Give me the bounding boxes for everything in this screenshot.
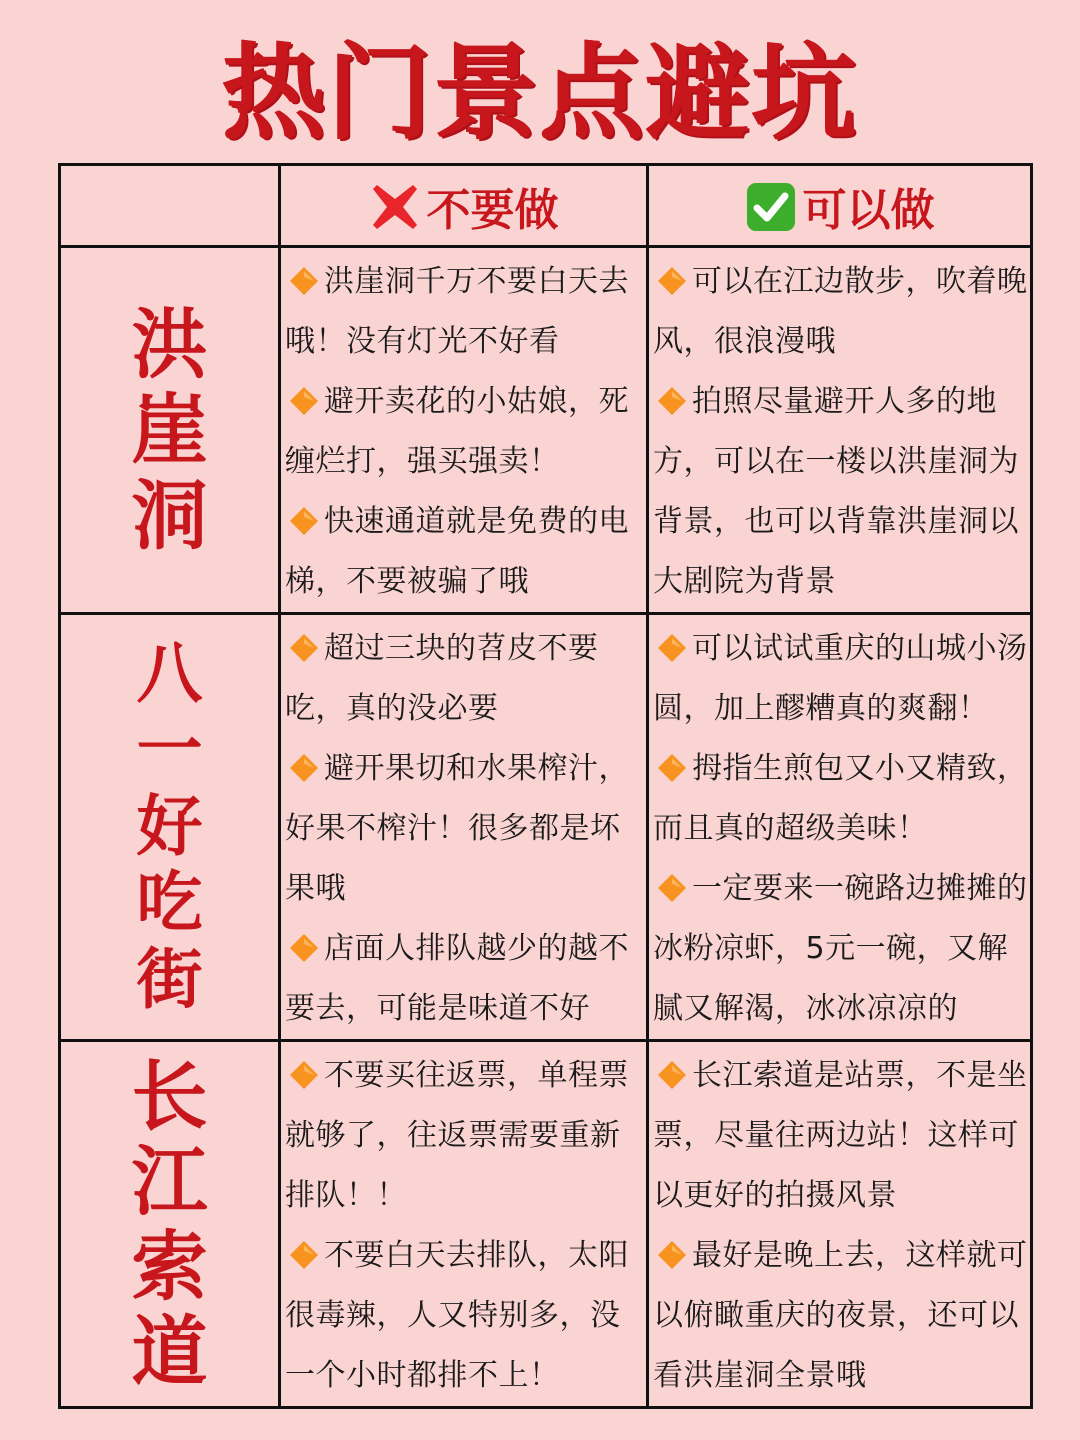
orange-diamond-icon bbox=[657, 753, 687, 783]
tip-item: 最好是晚上去，这样就可以俯瞰重庆的夜景，还可以看洪崖洞全景哦 bbox=[653, 1238, 1028, 1393]
orange-diamond-icon bbox=[657, 873, 687, 903]
tip-item: 避开果切和水果榨汁，好果不榨汁！很多都是坏果哦 bbox=[285, 751, 629, 906]
orange-diamond-icon bbox=[289, 933, 319, 963]
check-mark-icon bbox=[745, 181, 797, 233]
table-header-row bbox=[60, 165, 1032, 247]
dont-cell bbox=[280, 614, 648, 1041]
dont-cell bbox=[280, 1041, 648, 1408]
row-label: 长江索道 bbox=[131, 1051, 208, 1397]
orange-diamond-icon bbox=[289, 506, 319, 536]
page-title: 热门景点避坑 bbox=[221, 32, 858, 154]
tip-item: 店面人排队越少的越不要去，可能是味道不好 bbox=[285, 931, 629, 1026]
tip-item: 洪崖洞千万不要白天去哦！没有灯光不好看 bbox=[285, 264, 629, 359]
header-do-cell bbox=[648, 165, 1032, 247]
orange-diamond-icon bbox=[289, 753, 319, 783]
header-do-label: 可以做 bbox=[802, 184, 935, 236]
do-cell bbox=[648, 614, 1032, 1041]
cross-mark-icon bbox=[369, 181, 421, 233]
row-label-cell bbox=[60, 247, 280, 614]
tip-item: 超过三块的苕皮不要吃，真的没必要 bbox=[285, 631, 599, 726]
orange-diamond-icon bbox=[289, 386, 319, 416]
header-dont-label: 不要做 bbox=[426, 184, 559, 236]
orange-diamond-icon bbox=[289, 1060, 319, 1090]
row-label: 八一好吃街 bbox=[136, 634, 203, 1018]
tip-item: 一定要来一碗路边摊摊的冰粉凉虾，5元一碗，又解腻又解渴，冰冰凉凉的 bbox=[653, 871, 1028, 1026]
tip-item: 可以试试重庆的山城小汤圆，加上醪糟真的爽翻！ bbox=[653, 631, 1028, 726]
tip-item: 长江索道是站票，不是坐票，尽量往两边站！这样可以更好的拍摄风景 bbox=[653, 1058, 1028, 1213]
row-label-cell bbox=[60, 614, 280, 1041]
table-row bbox=[60, 1041, 1032, 1408]
orange-diamond-icon bbox=[657, 1240, 687, 1270]
tip-item: 拇指生煎包又小又精致，而且真的超级美味！ bbox=[653, 751, 1028, 846]
orange-diamond-icon bbox=[657, 1060, 687, 1090]
orange-diamond-icon bbox=[289, 1240, 319, 1270]
table-row bbox=[60, 614, 1032, 1041]
orange-diamond-icon bbox=[657, 266, 687, 296]
tip-item: 避开卖花的小姑娘，死缠烂打，强买强卖！ bbox=[285, 384, 629, 479]
tip-item: 可以在江边散步，吹着晚风，很浪漫哦 bbox=[653, 264, 1028, 359]
tip-item: 拍照尽量避开人多的地方，可以在一楼以洪崖洞为背景，也可以背靠洪崖洞以大剧院为背景 bbox=[653, 384, 1019, 599]
tips-table bbox=[58, 163, 1033, 1409]
header-corner-cell bbox=[60, 165, 280, 247]
do-cell bbox=[648, 247, 1032, 614]
row-label-cell bbox=[60, 1041, 280, 1408]
tip-item: 不要白天去排队，太阳很毒辣，人又特别多，没一个小时都排不上！ bbox=[285, 1238, 629, 1393]
orange-diamond-icon bbox=[289, 266, 319, 296]
do-cell bbox=[648, 1041, 1032, 1408]
header-dont-cell bbox=[280, 165, 648, 247]
tip-item: 快速通道就是免费的电梯，不要被骗了哦 bbox=[285, 504, 629, 599]
table-row bbox=[60, 247, 1032, 614]
orange-diamond-icon bbox=[289, 633, 319, 663]
orange-diamond-icon bbox=[657, 633, 687, 663]
orange-diamond-icon bbox=[657, 386, 687, 416]
dont-cell bbox=[280, 247, 648, 614]
row-label: 洪崖洞 bbox=[131, 300, 208, 560]
tip-item: 不要买往返票，单程票就够了，往返票需要重新排队！！ bbox=[285, 1058, 629, 1213]
